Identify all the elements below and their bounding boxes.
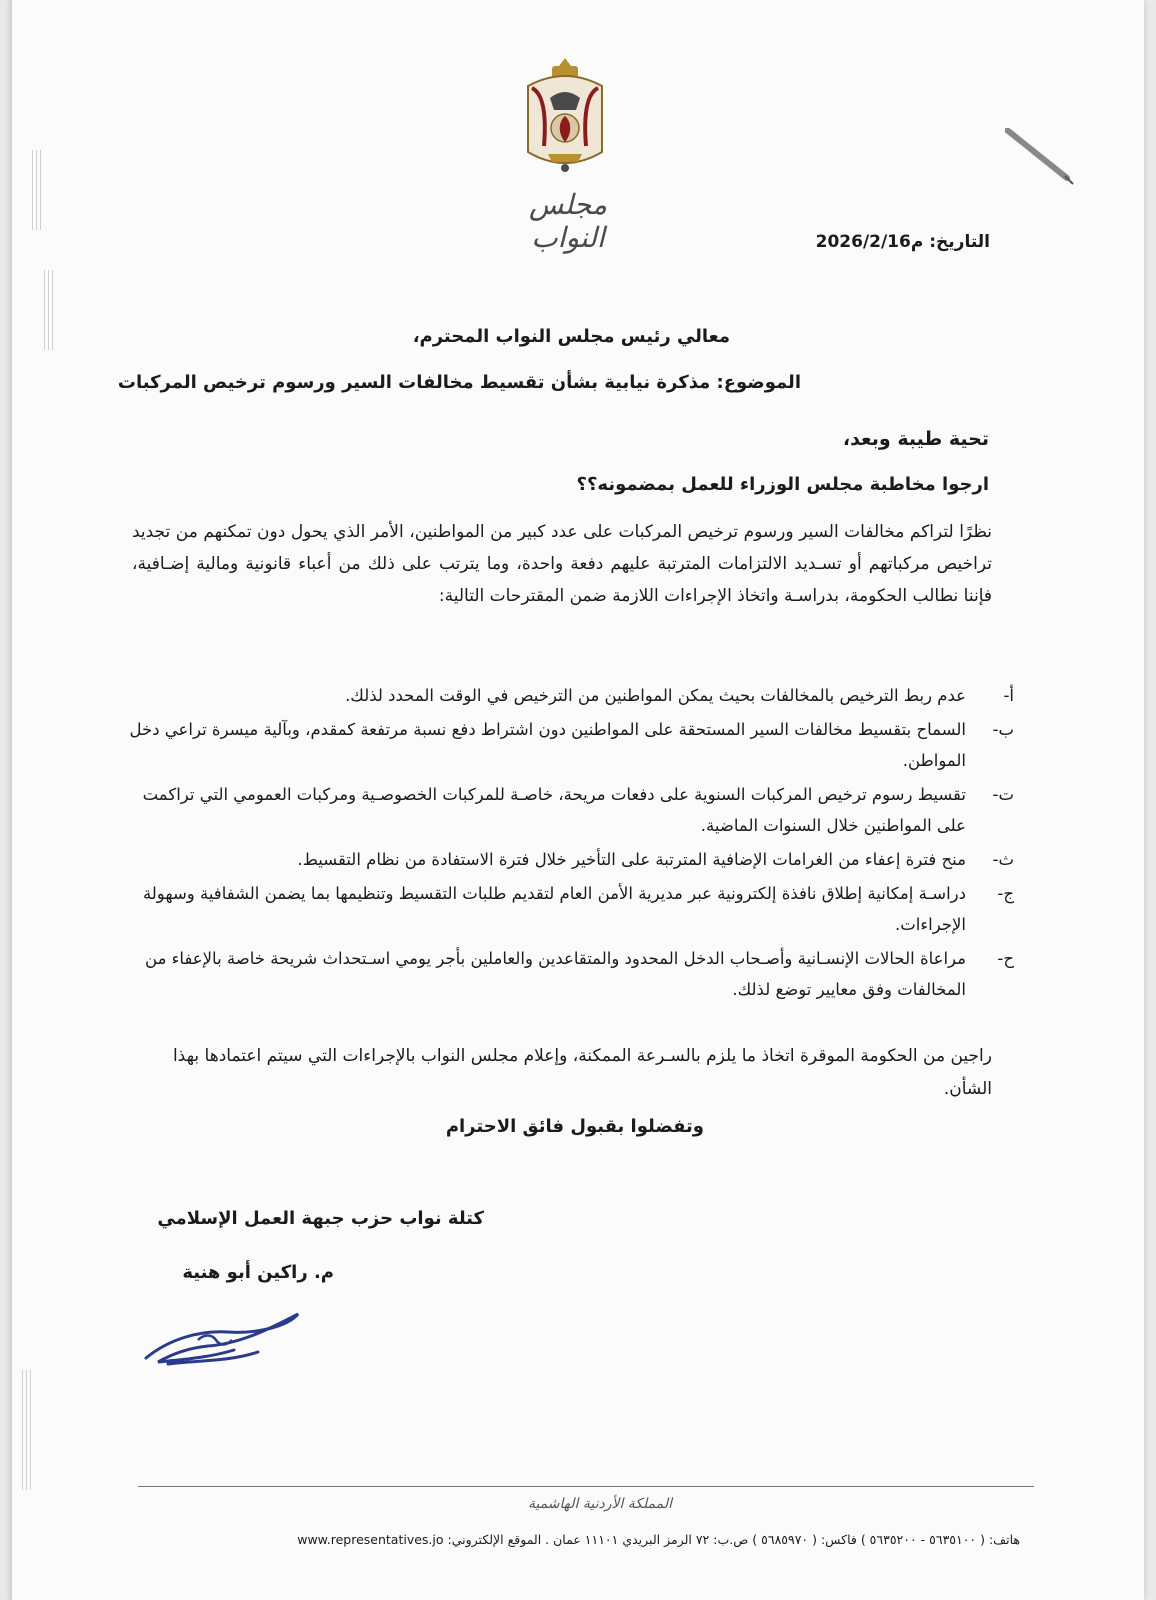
list-item-text: مراعاة الحالات الإنسـانية وأصـحاب الدخل المحدود والمتقاعدين والعاملين بأجر يومي اسـتحداث شريحة خاصة بالإعفاء من المخالفات وفق معايير توضع لذلك. (145, 949, 966, 999)
date-label: التاريخ: (929, 232, 990, 252)
letter-page (10, 0, 1144, 1600)
request-line: ارجوا مخاطبة مجلس الوزراء للعمل بمضمونه؟؟ (576, 474, 989, 495)
body-paragraph: نظرًا لتراكم مخالفات السير ورسوم ترخيص المركبات على عدد كبير من المواطنين، الأمر الذي يحول دون تمكنهم من تجديد تراخيص مركباتهم أو تسـديد الالتزامات المترتبة عليهم دفعة واحدة، وما يترتب على ذلك من أعباء قانونية ومالية إضـافية، فإننا نطالب الحكومة، بدراسـة واتخاذ الإجراءات اللازمة ضمن المقترحات التالية: (132, 522, 992, 606)
list-item (114, 878, 1014, 940)
list-item-label: أ- (1003, 686, 1014, 705)
subject-label: الموضوع: (716, 372, 801, 393)
list-item-text: تقسيط رسوم ترخيص المركبات السنوية على دفعات مريحة، خاصـة للمركبات الخصوصـية ومركبات العمومي التي تراكمت على المواطنين خلال السنوات الماضية. (142, 785, 966, 835)
list-item-label: ت- (992, 785, 1014, 804)
scan-mark (22, 1370, 32, 1490)
footer-divider (138, 1486, 1034, 1487)
mp-name: م. راكين أبو هنية (182, 1262, 334, 1283)
list-item (114, 943, 1014, 1005)
handwritten-signature (138, 1300, 308, 1380)
greeting: تحية طيبة وبعد، (842, 428, 989, 450)
list-item-label: ج- (997, 884, 1014, 903)
parliamentary-bloc: كتلة نواب حزب جبهة العمل الإسلامي (157, 1208, 484, 1229)
subject-line (118, 372, 801, 393)
list-item-label: ث- (992, 850, 1014, 869)
closing-paragraph: راجين من الحكومة الموقرة اتخاذ ما يلزم بالسـرعة الممكنة، وإعلام مجلس النواب بالإجراءات التي سيتم اعتمادها بهذا الشأن. (172, 1046, 992, 1099)
pen-icon (1005, 128, 1075, 186)
subject-text: مذكرة نيابية بشأن تقسيط مخالفات السير ورسوم ترخيص المركبات (117, 372, 711, 393)
list-item (114, 714, 1014, 776)
list-item-label: ب- (992, 720, 1014, 739)
scan-mark (44, 270, 54, 350)
footer-contact: هاتف: ( ٥٦٣٥١٠٠ - ٥٦٣٥٢٠٠ ) فاكس: ( ٥٦٨٥٩٧٠ ) ص.ب: ٧٢ الرمز البريدي ١١١٠١ عمان . الموقع الإلكتروني: www.representatives.jo (297, 1532, 1020, 1547)
list-item-text: دراسـة إمكانية إطلاق نافذة إلكترونية عبر مديرية الأمن العام لتقديم طلبات التقسيط وتنظيمها بما يضمن الشفافية وسهولة الإجراءات. (142, 884, 966, 934)
addressee: معالي رئيس مجلس النواب المحترم، (412, 326, 730, 347)
proposals-list (114, 680, 1014, 1008)
date-value: 2026/2/16م (815, 232, 924, 252)
list-item (114, 844, 1014, 875)
list-item-text: عدم ربط الترخيص بالمخالفات بحيث يمكن المواطنين من الترخيص في الوقت المحدد لذلك. (345, 686, 966, 705)
list-item-text: منح فترة إعفاء من الغرامات الإضافية المترتبة على التأخير خلال فترة الاستفادة من نظام التقسيط. (297, 850, 966, 869)
jordan-coat-of-arms-emblem (518, 56, 612, 176)
list-item (114, 779, 1014, 841)
list-item-label: ح- (997, 949, 1014, 968)
scan-edge-left (10, 0, 12, 1600)
footer-kingdom: المملكة الأردنية الهاشمية (527, 1496, 673, 1512)
date-line (816, 232, 990, 252)
regards-line: وتفضلوا بقبول فائق الاحترام (445, 1116, 704, 1137)
list-item-text: السماح بتقسيط مخالفات السير المستحقة على المواطنين دون اشتراط دفع نسبة مرتفعة كمقدم، وبآلية ميسرة تراعي دخل المواطن. (129, 720, 966, 770)
scan-mark (32, 150, 42, 230)
list-item (114, 680, 1014, 711)
parliament-logo-text: مجلس النواب (528, 188, 608, 254)
